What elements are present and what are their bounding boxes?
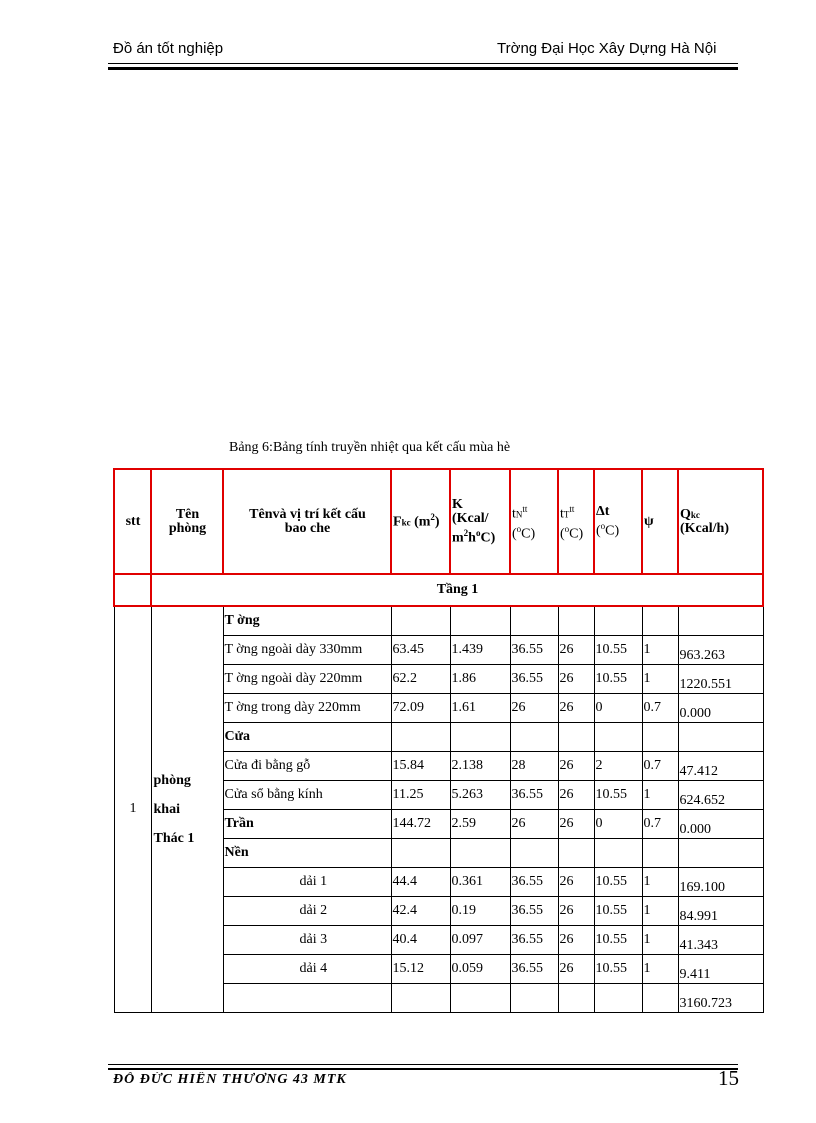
cell-psi: 1: [642, 780, 678, 809]
header-stt: stt: [114, 469, 151, 574]
cell-f: 42.4: [391, 896, 450, 925]
cell-psi: 0.7: [642, 751, 678, 780]
cell-dt: 10.55: [594, 896, 642, 925]
cell-psi: 1: [642, 896, 678, 925]
cell-dt: 10.55: [594, 635, 642, 664]
cell-f: 44.4: [391, 867, 450, 896]
cell-f: 11.25: [391, 780, 450, 809]
header-k-coefficient: K (Kcal/ $m^2h^oC$): [450, 469, 510, 574]
cell-dt: 2: [594, 751, 642, 780]
cell-f: 144.72: [391, 809, 450, 838]
header-area: Fkc $(m^2)$: [391, 469, 450, 574]
cell-tn: 26: [510, 693, 558, 722]
cell-name: T ờng: [223, 606, 391, 635]
cell-tt: 26: [558, 664, 594, 693]
cell-f: 15.84: [391, 751, 450, 780]
cell-q: 41.343: [678, 925, 763, 954]
cell-k: 1.439: [450, 635, 510, 664]
cell-tt: [558, 838, 594, 867]
room-name-line: khai: [153, 801, 180, 817]
cell-dt: 10.55: [594, 780, 642, 809]
cell-dt: [594, 606, 642, 635]
cell-tn: 36.55: [510, 780, 558, 809]
cell-f: [391, 606, 450, 635]
cell-name: T ờng trong dày 220mm: [223, 693, 391, 722]
header-heat-gain: Qkc (Kcal/h): [678, 469, 763, 574]
cell-k: 2.59: [450, 809, 510, 838]
cell-dt: 10.55: [594, 664, 642, 693]
cell-dt: 10.55: [594, 954, 642, 983]
cell-dt: 0: [594, 809, 642, 838]
cell-name: Cửa đi bằng gỗ: [223, 751, 391, 780]
room-name-cell: [151, 606, 223, 1012]
cell-name: Cửa sổ bằng kính: [223, 780, 391, 809]
cell-q: [678, 838, 763, 867]
cell-q: 169.100: [678, 867, 763, 896]
cell-tn: [510, 606, 558, 635]
cell-tn: 36.55: [510, 635, 558, 664]
cell-f: 40.4: [391, 925, 450, 954]
total-blank-cell: [450, 983, 510, 1012]
cell-psi: [642, 838, 678, 867]
cell-tt: 26: [558, 780, 594, 809]
cell-name: Cửa: [223, 722, 391, 751]
cell-q: 0.000: [678, 809, 763, 838]
cell-q: 963.263: [678, 635, 763, 664]
footer-author: ĐỖ ĐỨC HIỂN THƯƠNG 43 MTK: [113, 1072, 347, 1084]
cell-name: dải 2: [223, 896, 391, 925]
total-heat-gain: 3160.723: [678, 983, 763, 1012]
cell-k: [450, 606, 510, 635]
table-header-row: [114, 469, 763, 574]
cell-psi: 1: [642, 867, 678, 896]
cell-tn: 28: [510, 751, 558, 780]
cell-k: [450, 722, 510, 751]
cell-k: 0.361: [450, 867, 510, 896]
cell-tt: [558, 606, 594, 635]
total-blank-cell: [223, 983, 391, 1012]
cell-psi: [642, 722, 678, 751]
cell-f: 62.2: [391, 664, 450, 693]
cell-q: 47.412: [678, 751, 763, 780]
total-blank-cell: [642, 983, 678, 1012]
total-blank-cell: [391, 983, 450, 1012]
header-psi: ψ: [642, 469, 678, 574]
header-room: [151, 469, 223, 574]
cell-name: dải 1: [223, 867, 391, 896]
stt-cell: 1: [114, 606, 151, 1012]
cell-name: Nền: [223, 838, 391, 867]
heat-transfer-table: [113, 468, 764, 1013]
header-document-title: Đồ án tốt nghiệp: [113, 40, 224, 57]
cell-tt: 26: [558, 809, 594, 838]
cell-psi: 1: [642, 954, 678, 983]
cell-tn: [510, 838, 558, 867]
cell-tn: 36.55: [510, 867, 558, 896]
cell-tt: 26: [558, 925, 594, 954]
table-caption: Bảng 6:Bảng tính truyền nhiệt qua kết cấu mùa hè: [229, 440, 511, 455]
cell-tt: 26: [558, 751, 594, 780]
cell-tt: 26: [558, 896, 594, 925]
cell-k: 5.263: [450, 780, 510, 809]
cell-q: [678, 722, 763, 751]
table-row: [114, 606, 763, 635]
room-name-line: Thác 1: [153, 830, 195, 846]
footer-rule-thin: [108, 1064, 738, 1065]
page-number: 15: [718, 1066, 739, 1090]
header-structure: [223, 469, 391, 574]
cell-k: 0.059: [450, 954, 510, 983]
header-room-line1: Tên: [175, 506, 200, 522]
header-indoor-temp: $tT^{tt}$ ($^o$C): [558, 469, 594, 574]
cell-tt: 26: [558, 635, 594, 664]
cell-q: [678, 606, 763, 635]
total-blank-cell: [558, 983, 594, 1012]
cell-name: dải 4: [223, 954, 391, 983]
cell-tn: 36.55: [510, 954, 558, 983]
cell-k: [450, 838, 510, 867]
cell-f: 15.12: [391, 954, 450, 983]
cell-psi: 1: [642, 664, 678, 693]
cell-tt: 26: [558, 954, 594, 983]
cell-name: T ờng ngoài dày 330mm: [223, 635, 391, 664]
cell-tt: 26: [558, 867, 594, 896]
cell-k: 1.61: [450, 693, 510, 722]
cell-tn: [510, 722, 558, 751]
header-outdoor-temp: $tN^{tt}$ ($^o$C): [510, 469, 558, 574]
cell-q: 9.411: [678, 954, 763, 983]
cell-tt: 26: [558, 693, 594, 722]
room-name-line: phòng: [153, 772, 191, 788]
header-university-name: Trờng Đại Học Xây Dựng Hà Nội: [497, 40, 717, 57]
cell-k: 1.86: [450, 664, 510, 693]
cell-psi: 0.7: [642, 809, 678, 838]
cell-psi: 1: [642, 635, 678, 664]
cell-tn: 36.55: [510, 664, 558, 693]
table-body: [114, 606, 763, 1012]
cell-k: 0.097: [450, 925, 510, 954]
cell-name: dải 3: [223, 925, 391, 954]
cell-psi: [642, 606, 678, 635]
cell-dt: 10.55: [594, 867, 642, 896]
header-room-line2: phòng: [168, 520, 207, 536]
cell-name: T ờng ngoài dày 220mm: [223, 664, 391, 693]
cell-tn: 36.55: [510, 896, 558, 925]
cell-name: Trần: [223, 809, 391, 838]
cell-psi: 1: [642, 925, 678, 954]
header-structure-line1: Tênvà vị trí kết cấu: [249, 506, 366, 522]
floor-blank-cell: [114, 574, 151, 606]
cell-f: [391, 838, 450, 867]
cell-tn: 36.55: [510, 925, 558, 954]
footer-rule-thick: [108, 1068, 738, 1070]
cell-tt: [558, 722, 594, 751]
floor-row: [114, 574, 763, 606]
cell-f: 72.09: [391, 693, 450, 722]
floor-label: Tầng 1: [151, 574, 763, 606]
cell-k: 0.19: [450, 896, 510, 925]
cell-q: 1220.551: [678, 664, 763, 693]
header-rule-thick: [108, 67, 738, 70]
cell-k: 2.138: [450, 751, 510, 780]
cell-f: [391, 722, 450, 751]
header-structure-line2: bao che: [284, 520, 331, 536]
cell-q: 0.000: [678, 693, 763, 722]
cell-q: 84.991: [678, 896, 763, 925]
cell-dt: 10.55: [594, 925, 642, 954]
cell-dt: [594, 722, 642, 751]
total-blank-cell: [510, 983, 558, 1012]
total-blank-cell: [594, 983, 642, 1012]
cell-tn: 26: [510, 809, 558, 838]
cell-f: 63.45: [391, 635, 450, 664]
cell-psi: 0.7: [642, 693, 678, 722]
cell-dt: 0: [594, 693, 642, 722]
header-rule-thin: [108, 63, 738, 64]
cell-dt: [594, 838, 642, 867]
header-delta-t: Δt ($^o$C): [594, 469, 642, 574]
cell-q: 624.652: [678, 780, 763, 809]
